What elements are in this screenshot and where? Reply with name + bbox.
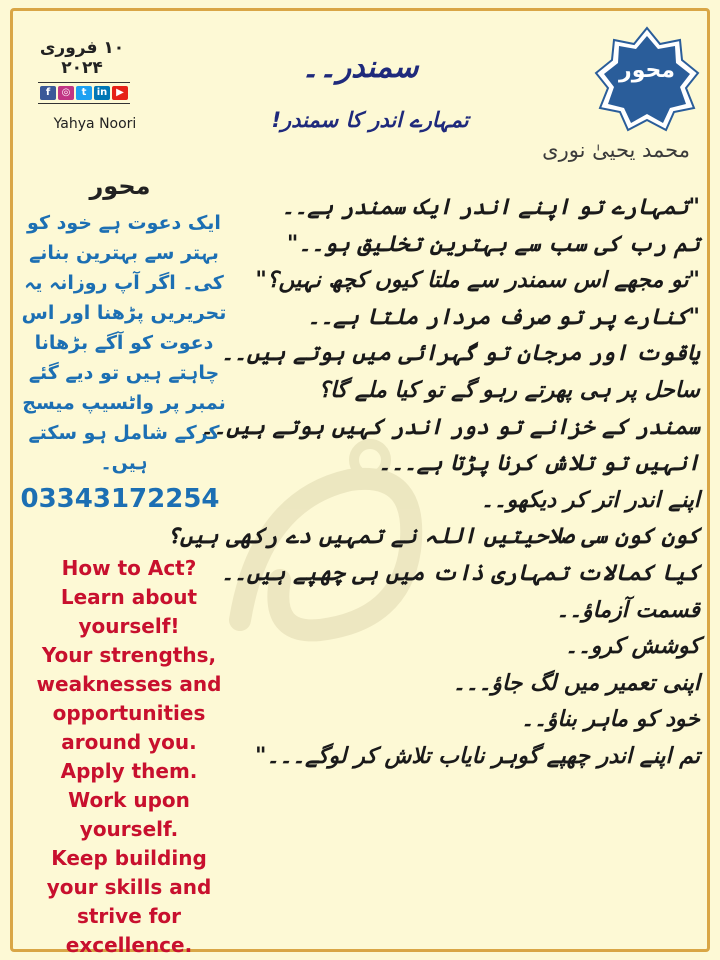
poem-line: اپنے اندر اتر کر دیکھو۔۔ [480,487,700,513]
poem-line: تم اپنے اندر چھپے گوہر نایاب تلاش کر لوگے۔۔۔" [255,743,700,769]
english-line: your skills and [46,875,212,899]
social-icons-bar [38,82,130,104]
invitation-text: ایک دعوت ہے خود کو بہتر سے بہترین بنانے کی۔ اگر آپ روزانہ یہ تحریریں پڑھنا اور اس دعوت کو آگے بڑھانا چاہتے ہیں تو دیے گئے نمبر پر واٹسیپ میسج کرکے شامل ہو سکتے ہیں۔ [21,212,227,474]
date-label: ۱۰ فروری ۲۰۲۴ [39,38,125,78]
poem-line: قسمت آزماؤ۔۔ [556,597,700,623]
author-urdu: محمد یحییٰ نوری [542,138,690,162]
linkedin-icon[interactable]: in [94,86,110,100]
poem-line: "کنارے پر تو صرف مردار ملتا ہے۔۔ [307,304,700,330]
english-line: strive for [76,904,182,928]
english-line: Learn about [60,585,198,609]
english-line: around you. [61,730,197,754]
poem-line: کون کون سی صلاحیتیں اللہ نے تمہیں دے رکھی ہیں؟ [167,524,700,550]
english-advice [24,554,234,960]
poem-body [167,190,700,776]
english-line: Your strengths, [41,643,217,667]
english-line: Work upon [68,788,190,812]
author-english: Yahya Noori [53,116,137,132]
english-line: yourself. [79,817,179,841]
poem-line: تم رب کی سب سے بہترین تخلیق ہو۔۔" [286,231,700,257]
poem-line: "تمہارے تو اپنے اندر ایک سمندر ہے۔۔ [281,195,700,220]
page-title: سمندر۔۔ [301,50,419,85]
poem-line: کیا کمالات تمہاری ذات میں ہی چھپے ہیں۔۔ [220,560,700,586]
page-subtitle: تمہارے اندر کا سمندر! [271,108,469,132]
poem-line: "تو مجھے اس سمندر سے ملتا کیوں کچھ نہیں؟" [255,268,700,294]
phone-number[interactable]: 03343172254 [20,484,220,514]
youtube-icon[interactable]: ▶ [112,86,128,100]
poem-line: خود کو ماہر بناؤ۔۔ [521,707,700,733]
instagram-icon[interactable]: ◎ [58,86,74,100]
poem-line: اپنی تعمیر میں لگ جاؤ۔۔۔ [452,670,700,696]
poem-line: سمندر کے خزانے تو دور اندر کہیں ہوتے ہیں۔۔ [200,414,700,440]
english-line: yourself! [78,614,180,638]
poem-line: کوشش کرو۔۔ [565,634,700,660]
facebook-icon[interactable]: f [40,86,56,100]
english-line: Keep building [51,846,207,870]
poem-line: انہیں تو تلاش کرنا پڑتا ہے۔۔۔ [378,451,700,477]
sidebar-heading: محور [89,172,151,200]
english-line: excellence. [65,933,193,957]
english-line: Apply them. [60,759,198,783]
twitter-icon[interactable]: t [76,86,92,100]
english-line: opportunities [52,701,206,725]
badge-label: محور [619,58,675,83]
english-line: How to Act? [61,556,197,580]
poem-line: ساحل پر ہی پھرتے رہو گے تو کیا ملے گا؟ [318,377,700,403]
poem-line: یاقوت اور مرجان تو گہرائی میں ہوتے ہیں۔۔ [220,341,700,367]
english-line: weaknesses and [36,672,222,696]
